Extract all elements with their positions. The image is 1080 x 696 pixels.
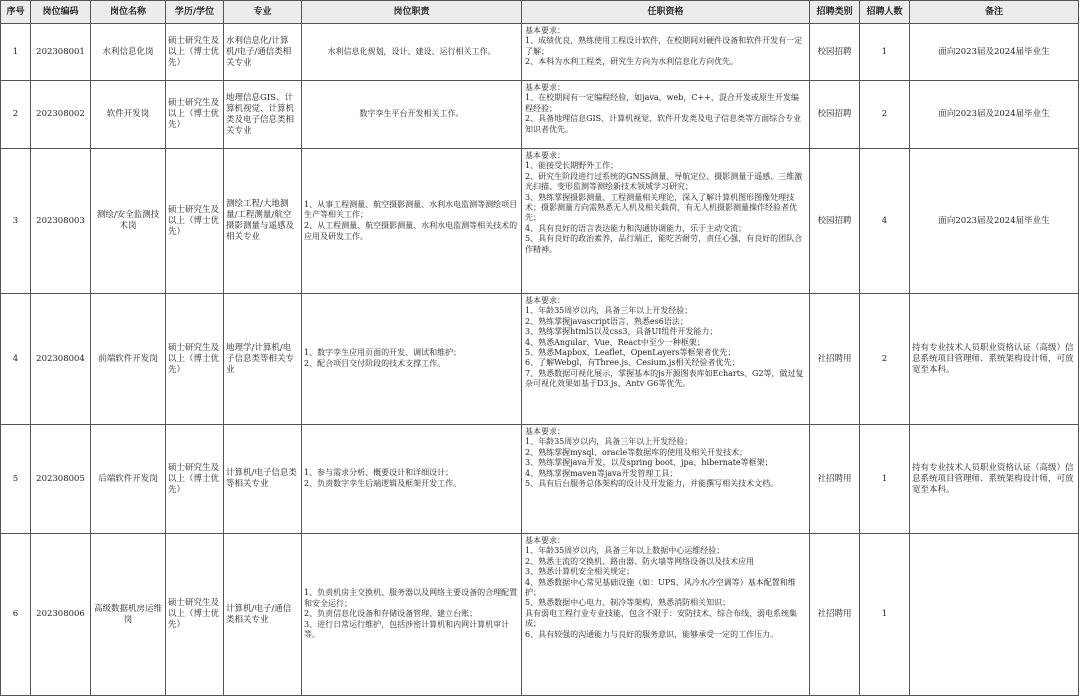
- cell-req-line: 7、熟悉数据可视化展示，掌握基本的js开源图表库如Echarts、G2等，做过复杂可视化效果如基于D3.js、Antv G6等优先。: [525, 368, 804, 389]
- cell-major: 计算机/电子信息类等相关专业: [224, 425, 302, 534]
- cell-note: 持有专业技术人员职业资格认证（高级）信息系统项目管理师、系统架构设计师，可放宽至本科。: [910, 425, 1079, 534]
- cell-req-line: 基本要求：: [525, 26, 565, 35]
- cell-edu: 硕士研究生及以上（博士优先）: [166, 425, 224, 534]
- cell-req: [522, 81, 810, 149]
- cell-req-line: 基本要求：: [525, 296, 565, 305]
- cell-name: 测绘/安全监测技术岗: [91, 149, 166, 294]
- cell-count: 1: [860, 24, 910, 81]
- cell-code: 202308005: [31, 425, 91, 534]
- cell-duty-line: 2、负责数字孪生后端逻辑及框架开发工作。: [304, 479, 462, 488]
- cell-duty: [302, 24, 522, 81]
- cell-req-line: 3、熟悉计算机安全相关规定；: [525, 567, 635, 577]
- cell-duty-line: 1、负责机房主交换机、服务器以及网络主要设备的合理配置和安全运行；: [304, 588, 518, 608]
- cell-count: 2: [860, 294, 910, 425]
- cell-req: [522, 24, 810, 81]
- cell-req-line: 4、熟悉数据中心常见基础设施（如：UPS、风冷水冷空调等）基本配置和维护；: [525, 577, 796, 598]
- cell-req-line: 1、成绩优良，熟练使用工程设计软件，在校期间对硬件设备和软件开发有一定了解；: [525, 36, 803, 56]
- cell-name: 后端软件开发岗: [91, 425, 166, 534]
- cell-req-line: 4、具有良好的语言表达能力和沟通协调能力，乐于主动交流；: [525, 223, 747, 233]
- cell-code: 202308001: [31, 24, 91, 81]
- cell-note: 面向2023届及2024届毕业生: [910, 81, 1079, 149]
- cell-name: 高级数据机房运维岗: [91, 534, 166, 696]
- table-row: [1, 24, 1079, 81]
- cell-category: 校园招聘: [810, 24, 860, 81]
- cell-req-line: 3、熟练掌握摄影测量、工程测量相关理论，深入了解计算机图形图像处理技术；摄影测量方向需熟悉无人机及相关载荷，有无人机摄影测量操作经验者优先；: [525, 192, 797, 223]
- cell-req-line: 5、熟悉数据中心电力、制冷等架构，熟悉消防相关知识；: [525, 598, 731, 608]
- cell-category: 社招聘用: [810, 294, 860, 425]
- cell-major: 测绘工程/大地测量/工程测量/航空摄影测量与遥感及相关专业: [224, 149, 302, 294]
- cell-category: 校园招聘: [810, 81, 860, 149]
- cell-duty-line: 1、从事工程测量、航空摄影测量、水利水电监测等测绘项目生产等相关工作；: [304, 199, 518, 220]
- cell-count: 1: [860, 425, 910, 534]
- cell-duty-line: 2、负责信息化设备和存储设备管理、建立台账；: [304, 609, 478, 619]
- header-major: 专业: [224, 1, 302, 24]
- header-code: 岗位编码: [31, 1, 91, 24]
- cell-req-line: 2、具备地理信息GIS、计算机视觉、软件开发类及电子信息类等方面综合专业知识者优先。: [525, 114, 802, 134]
- cell-req-line: 2、研究生阶段进行过系统的GNSS测量、导航定位、摄影测量于遥感、三维激光扫描、变形监测等测绘新技术领域学习研究；: [525, 171, 803, 192]
- cell-req-line: 基本要求：: [525, 536, 565, 545]
- cell-req-line: 基本要求：: [525, 151, 565, 160]
- header-name: 岗位名称: [91, 1, 166, 24]
- table-row: [1, 294, 1079, 425]
- header-req: 任职资格: [522, 1, 810, 24]
- cell-req-line: 5、具有良好的政治素养，品行端正，能吃苦耐劳，责任心强，有良好的团队合作精神。: [525, 234, 803, 254]
- cell-req-line: 3、熟练掌握html5以及css3，具备UI组件开发能力；: [525, 327, 718, 337]
- cell-req-line: 5、具有后台服务总体架构的设计及开发能力，并能撰写相关技术文档。: [525, 479, 779, 489]
- cell-req-line: 2、本科为水利工程类，研究生方向为水利信息化方向优先。: [525, 57, 739, 67]
- cell-req-line: 4、熟悉Angular、Vue、React中至少一种框架；: [525, 337, 705, 347]
- cell-req-line: 4、熟练掌握maven等java开发管理工具；: [525, 468, 678, 478]
- header-row: [1, 1, 1079, 24]
- cell-duty-line: 2、配合项目交付阶段的技术支撑工作。: [304, 359, 446, 368]
- cell-count: 4: [860, 149, 910, 294]
- header-edu: 学历/学位: [166, 1, 224, 24]
- cell-req: [522, 425, 810, 534]
- cell-category: 校园招聘: [810, 149, 860, 294]
- cell-duty-line: 1、参与需求分析、概要设计和详细设计；: [304, 468, 454, 478]
- cell-duty: [302, 425, 522, 534]
- cell-no: 5: [1, 425, 31, 534]
- cell-duty-line: 2、从工程测量、航空摄影测量、水利水电监测等相关技术的应用及研发工作。: [304, 221, 518, 241]
- cell-note: [910, 534, 1079, 696]
- cell-no: 2: [1, 81, 31, 149]
- table-row: [1, 425, 1079, 534]
- cell-no: 6: [1, 534, 31, 696]
- cell-count: 2: [860, 81, 910, 149]
- cell-req-line: 具有弱电工程行业专业技能，包含不限于：安防技术、综合布线、弱电系统集成；: [525, 608, 797, 629]
- cell-code: 202308006: [31, 534, 91, 696]
- cell-req-line: 1、年龄35周岁以内，具备三年以上开发经验；: [525, 437, 693, 447]
- cell-req-line: 3、熟练掌握java开发，以及spring boot、jpa、hibernate等框架；: [525, 458, 773, 468]
- cell-req-line: 基本要求：: [525, 427, 565, 436]
- cell-major: 地理信息GIS、计算机视觉、计算机类及电子信息类相关专业: [224, 81, 302, 149]
- header-num: 招聘人数: [860, 1, 910, 24]
- cell-edu: 硕士研究生及以上（博士优先）: [166, 534, 224, 696]
- cell-edu: 硕士研究生及以上（博士优先）: [166, 24, 224, 81]
- table-row: [1, 534, 1079, 696]
- cell-duty: [302, 534, 522, 696]
- cell-req-line: 基本要求：: [525, 83, 565, 92]
- header-note: 备注: [910, 1, 1079, 24]
- cell-major: 计算机/电子/通信类相关专业: [224, 534, 302, 696]
- cell-req-line: 1、能接受长期野外工作；: [525, 161, 619, 171]
- table-row: [1, 149, 1079, 294]
- header-no: 序号: [1, 1, 31, 24]
- cell-name: 前端软件开发岗: [91, 294, 166, 425]
- cell-note: 面向2023届及2024届毕业生: [910, 24, 1079, 81]
- cell-req-line: 1、年龄35周岁以内，具备三年以上数据中心运维经验；: [525, 546, 725, 556]
- cell-no: 4: [1, 294, 31, 425]
- cell-req: [522, 294, 810, 425]
- cell-duty-line: 3、进行日常运行维护，包括涉密计算机和内网计算机审计等。: [304, 619, 510, 640]
- header-cat: 招聘类别: [810, 1, 860, 24]
- cell-duty: [302, 149, 522, 294]
- cell-name: 软件开发岗: [91, 81, 166, 149]
- cell-req-line: 6、具有较强的沟通能力与良好的服务意识，能够承受一定的工作压力。: [525, 629, 779, 639]
- cell-req-line: 1、在校期间有一定编程经验，如java，web，C++，混合开发或原生开发编程经验；: [525, 93, 799, 113]
- cell-major: 水利信息化/计算机/电子/通信类相关专业: [224, 24, 302, 81]
- cell-edu: 硕士研究生及以上（博士优先）: [166, 81, 224, 149]
- cell-duty: [302, 81, 522, 149]
- cell-code: 202308003: [31, 149, 91, 294]
- cell-req-line: 5、熟悉Mapbox、Leaflet、OpenLayers等框架者优先；: [525, 348, 736, 358]
- cell-edu: 硕士研究生及以上（博士优先）: [166, 149, 224, 294]
- cell-no: 3: [1, 149, 31, 294]
- cell-name: 水利信息化岗: [91, 24, 166, 81]
- cell-req-line: 2、熟悉主流的交换机、路由器、防火墙等网络设备以及技术应用: [525, 556, 755, 566]
- cell-count: 1: [860, 534, 910, 696]
- cell-code: 202308004: [31, 294, 91, 425]
- table-row: [1, 81, 1079, 149]
- cell-duty-line: 数字孪生平台开发相关工作。: [359, 109, 464, 119]
- cell-edu: 硕士研究生及以上（博士优先）: [166, 294, 224, 425]
- cell-category: 社招聘用: [810, 425, 860, 534]
- cell-no: 1: [1, 24, 31, 81]
- cell-duty-line: 1、数字孪生应用页面的开发、调试和维护；: [304, 348, 462, 358]
- cell-req-line: 2、熟练掌握javascript语言，熟悉es6语法；: [525, 316, 688, 326]
- cell-note: 面向2023届及2024届毕业生: [910, 149, 1079, 294]
- cell-note: 持有专业技术人员职业资格认证（高级）信息系统项目管理师、系统架构设计师，可放宽至本科。: [910, 294, 1079, 425]
- cell-code: 202308002: [31, 81, 91, 149]
- cell-duty-line: 水利信息化规划，设计、建设、运行相关工作。: [327, 46, 496, 56]
- cell-req: [522, 534, 810, 696]
- cell-major: 地理学/计算机/电子信息类等相关专业: [224, 294, 302, 425]
- cell-req: [522, 149, 810, 294]
- cell-req-line: 6、了解Webgl，有Three.js、Cesium.js相关经验者优先；: [525, 358, 740, 368]
- cell-req-line: 2、熟练掌握mysql、oracle等数据库的使用及相关开发技术；: [525, 447, 748, 457]
- cell-req-line: 1、年龄35周岁以内，具备三年以上开发经验；: [525, 306, 693, 316]
- cell-duty: [302, 294, 522, 425]
- cell-category: 社招聘用: [810, 534, 860, 696]
- header-duty: 岗位职责: [302, 1, 522, 24]
